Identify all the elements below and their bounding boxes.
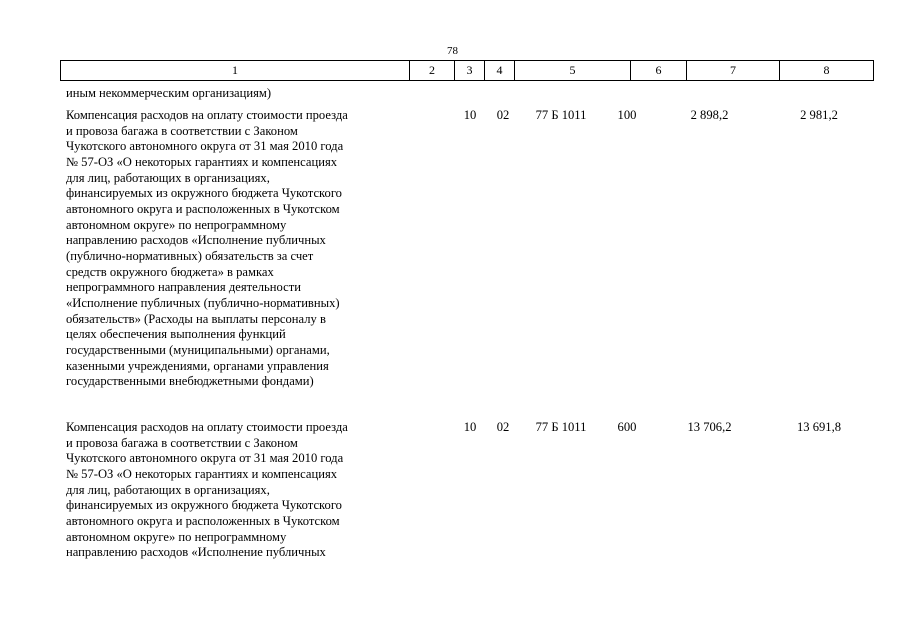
description-line: целях обеспечения выполнения функций <box>66 327 286 342</box>
description-line: непрограммного направления деятельности <box>66 280 301 295</box>
column-header-7: 7 <box>687 61 780 81</box>
description-line: и провоза багажа в соответствии с Законом <box>66 123 298 138</box>
description-line: направлению расходов «Исполнение публичных <box>66 545 326 560</box>
column-header-5: 5 <box>515 61 631 81</box>
description-line: направлению расходов «Исполнение публичных <box>66 233 326 248</box>
description-line: автономного округа и расположенных в Чукотском <box>66 201 340 216</box>
column-header-2: 2 <box>410 61 455 81</box>
column-header-table <box>60 60 874 81</box>
description-line: финансируемых из окружного бюджета Чукотского <box>66 186 342 201</box>
description-line: «Исполнение публичных (публично-нормативных) <box>66 295 340 310</box>
description-line: казенными учреждениями, органами управления <box>66 358 329 373</box>
description-line: для лиц, работающих в организациях, <box>66 482 270 497</box>
description-line: (публично-нормативных) обязательств за счет <box>66 248 314 263</box>
row-description <box>66 108 411 390</box>
amount-col8: 2 981,2 <box>800 108 838 122</box>
column-header-6: 6 <box>631 61 687 81</box>
description-line: Компенсация расходов на оплату стоимости проезда <box>66 108 348 122</box>
description-line: для лиц, работающих в организациях, <box>66 170 270 185</box>
description-line: автономного округа и расположенных в Чукотском <box>66 513 340 528</box>
amount-col7: 13 706,2 <box>687 420 732 434</box>
description-line: государственными внебюджетными фондами) <box>66 374 314 389</box>
continuation-text: иным некоммерческим организациям) <box>66 86 272 100</box>
column-header-1: 1 <box>61 61 410 81</box>
target-article-code: 77 Б 1011 <box>535 108 587 122</box>
description-line: средств окружного бюджета» в рамках <box>66 264 274 279</box>
description-line: Компенсация расходов на оплату стоимости проезда <box>66 420 348 434</box>
description-line: обязательств» (Расходы на выплаты персоналу в <box>66 311 326 326</box>
row-description <box>66 420 411 561</box>
description-line: Чукотского автономного округа от 31 мая 2010 года <box>66 451 344 466</box>
description-line: государственными (муниципальными) органами, <box>66 342 330 357</box>
description-line: автономном округе» по непрограммному <box>66 217 287 232</box>
subsection-code: 02 <box>496 108 510 122</box>
target-article-code: 77 Б 1011 <box>535 420 587 434</box>
column-header-4: 4 <box>485 61 515 81</box>
description-line: и провоза багажа в соответствии с Законом <box>66 435 298 450</box>
amount-col7: 2 898,2 <box>690 108 729 122</box>
subsection-code: 02 <box>496 420 510 434</box>
column-header-8: 8 <box>780 61 874 81</box>
amount-col8: 13 691,8 <box>796 420 842 434</box>
description-line: № 57-ОЗ «О некоторых гарантиях и компенсациях <box>66 154 338 169</box>
section-code: 10 <box>463 108 477 122</box>
expense-type-code: 100 <box>617 108 637 122</box>
expense-type-code: 600 <box>617 420 637 434</box>
description-line: финансируемых из окружного бюджета Чукотского <box>66 498 342 513</box>
description-line: № 57-ОЗ «О некоторых гарантиях и компенсациях <box>66 466 338 481</box>
page-number: 78 <box>447 45 458 57</box>
column-header-3: 3 <box>455 61 485 81</box>
section-code: 10 <box>463 420 477 434</box>
description-line: Чукотского автономного округа от 31 мая 2010 года <box>66 139 344 154</box>
column-header-row <box>61 61 874 81</box>
description-line: автономном округе» по непрограммному <box>66 529 287 544</box>
